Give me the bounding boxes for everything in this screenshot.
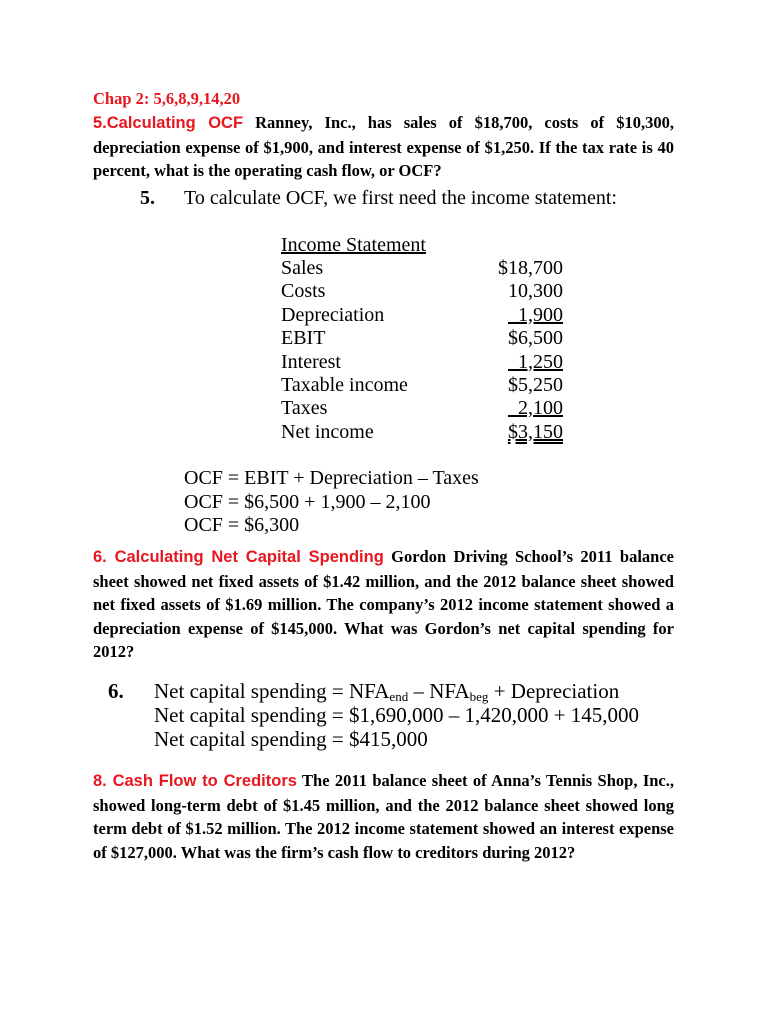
- ocf-calculation: OCF = $6,500 + 1,900 – 2,100: [184, 491, 431, 513]
- ncs-formula-suffix: + Depreciation: [488, 679, 620, 703]
- solution-5-number: 5.: [140, 187, 155, 209]
- row-value: $5,250: [508, 373, 563, 396]
- ocf-result: OCF = $6,300: [184, 514, 300, 536]
- ncs-formula-mid: – NFA: [408, 679, 470, 703]
- row-label: Sales: [281, 257, 324, 279]
- ncs-sub-beg: beg: [469, 689, 489, 704]
- income-row-taxes: [281, 397, 563, 420]
- income-statement-title: Income Statement: [281, 234, 426, 256]
- question-6: [93, 545, 674, 664]
- question-5-text: Ranney, Inc., has sales of $18,700, costs of $10,300, depreciation expense of $1,900, and interest expense of $1,250. If the tax rate is 40 percent, what is the operating cash flow, or OCF?: [93, 113, 674, 180]
- question-8-title: 8. Cash Flow to Creditors: [93, 772, 297, 790]
- income-row-taxable-income: [281, 374, 563, 397]
- income-row-depreciation: [281, 304, 563, 327]
- question-5: [93, 111, 674, 183]
- question-6-title: 6. Calculating Net Capital Spending: [93, 548, 384, 566]
- ocf-formula: OCF = EBIT + Depreciation – Taxes: [184, 467, 479, 489]
- row-value: $18,700: [498, 257, 563, 279]
- row-value: $3,150: [508, 420, 563, 443]
- question-6-text: Gordon Driving School’s 2011 balance sheet showed net fixed assets of $1.42 million, and the 2012 balance sheet showed net fixed assets of $1.69 million. The company’s 2012 income statement showed a depreciation expense of $145,000. What was Gordon’s net capital spending for 2012?: [93, 547, 674, 661]
- row-value: $6,500: [508, 327, 563, 350]
- income-row-sales: [281, 257, 563, 280]
- question-8-text: The 2011 balance sheet of Anna’s Tennis Shop, Inc., showed long-term debt of $1.45 million, and the 2012 balance sheet showed long term debt of $1.52 million. The 2012 income statement showed an interest expense of $127,000. What was the firm’s cash flow to creditors during 2012?: [93, 771, 674, 862]
- row-value: 1,250: [508, 350, 563, 373]
- ncs-calculation: Net capital spending = $1,690,000 – 1,420,000 + 145,000: [154, 703, 640, 727]
- chapter-heading: Chap 2: 5,6,8,9,14,20: [93, 89, 241, 108]
- income-row-interest: [281, 351, 563, 374]
- row-label: Costs: [281, 280, 326, 303]
- row-value: 10,300: [508, 280, 563, 303]
- row-label: Net income: [281, 420, 374, 443]
- income-statement-table: [281, 257, 563, 444]
- row-value: 2,100: [508, 397, 563, 420]
- income-row-costs: [281, 280, 563, 303]
- ncs-sub-end: end: [389, 689, 409, 704]
- row-label: Interest: [281, 350, 341, 373]
- row-label: Depreciation: [281, 303, 385, 326]
- question-5-title: 5.Calculating OCF: [93, 114, 244, 132]
- row-value: 1,900: [508, 303, 563, 326]
- question-8: [93, 769, 674, 864]
- solution-6-number: 6.: [108, 679, 124, 703]
- row-label: Taxable income: [281, 373, 408, 396]
- ncs-formula: [154, 679, 619, 704]
- solution-5-intro: To calculate OCF, we first need the income statement:: [184, 187, 617, 209]
- income-row-net-income: [281, 421, 563, 444]
- row-label: Taxes: [281, 397, 328, 420]
- ncs-formula-prefix: Net capital spending = NFA: [154, 679, 390, 703]
- row-label: EBIT: [281, 327, 326, 350]
- income-row-ebit: [281, 327, 563, 350]
- ncs-result: Net capital spending = $415,000: [154, 727, 428, 751]
